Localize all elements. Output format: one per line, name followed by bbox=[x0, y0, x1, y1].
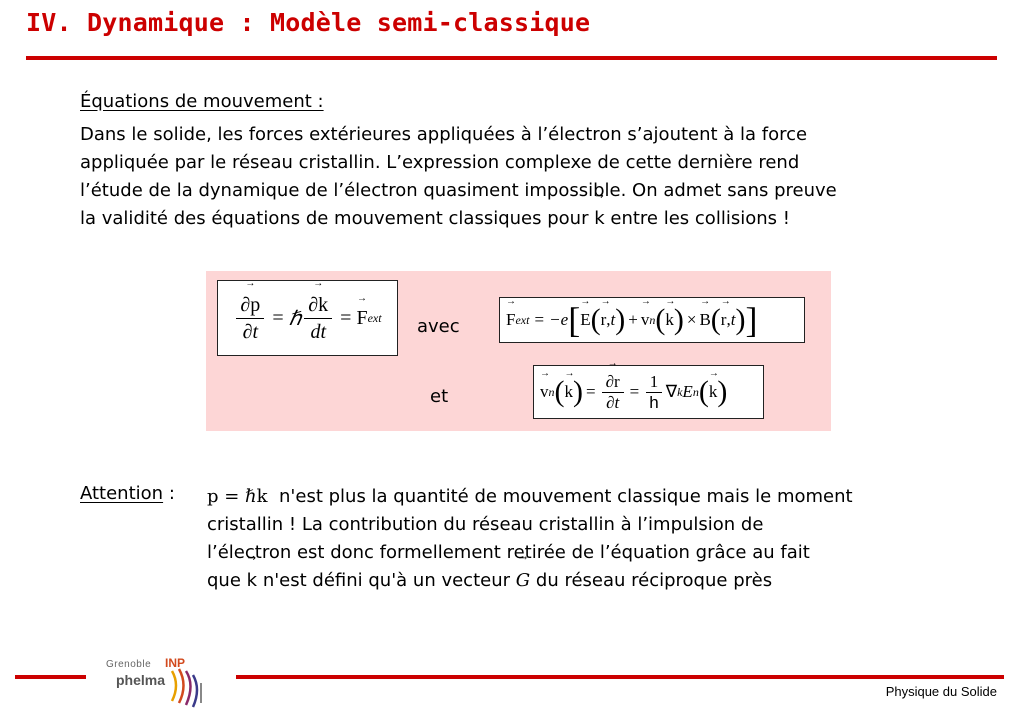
attention-line: cristallin ! La contribution du réseau cristallin à l’impulsion de bbox=[207, 514, 764, 535]
avec-label: avec bbox=[417, 316, 460, 337]
group-velocity-box: → v n ( → k ) = → $\frac{\partial r}{\partial t}$ = $\frac{1}{h}$ ∇ k E n ( → k ) bbox=[533, 365, 764, 419]
footer-rule-left bbox=[15, 675, 86, 679]
position-symbol: → r bbox=[601, 310, 607, 330]
footer-rule-right bbox=[236, 675, 1004, 679]
paragraph-line: appliquée par le réseau cristallin. L’expression complexe de cette dernière rend bbox=[80, 152, 800, 173]
title-underline bbox=[26, 56, 997, 60]
logo-arcs-icon bbox=[166, 667, 216, 717]
attention-colon: : bbox=[168, 483, 175, 504]
paragraph-text: entre les collisions ! bbox=[610, 208, 790, 229]
equation-of-motion-box: → $\frac{\partial p}{\partial t}$ = ℏ → $\frac{\partial k}{dt}$ = → F ext bbox=[217, 280, 398, 356]
time-symbol: t bbox=[730, 310, 736, 329]
attention-word: Attention bbox=[80, 483, 164, 504]
grenoble-inp-phelma-logo: Grenoble INP phelma bbox=[96, 655, 222, 705]
dt-symbol: ∂t bbox=[606, 392, 620, 412]
paragraph-line: l’étude de la dynamique de l’électron quasiment impossible. On admet sans preuve bbox=[80, 180, 837, 201]
external-force-box: → F ext = − e [ → E ( → r , t ) + → v n ( → k ) × → B ( → r , t ) ] bbox=[499, 297, 805, 343]
nabla-symbol: ∇ bbox=[665, 382, 678, 401]
velocity-symbol: → v bbox=[641, 310, 650, 330]
dk-symbol: → ∂k bbox=[308, 292, 328, 318]
energy-symbol: E bbox=[682, 382, 693, 401]
paragraph-line-last bbox=[80, 205, 980, 233]
page-title: IV. Dynamique : Modèle semi-classique bbox=[26, 8, 591, 37]
attention-line-first bbox=[207, 483, 987, 511]
attention-line-last bbox=[207, 567, 987, 595]
velocity-symbol: → v bbox=[540, 382, 549, 402]
h-symbol: h bbox=[649, 392, 659, 412]
dt-symbol: dt bbox=[310, 320, 326, 343]
dr-symbol: → ∂r bbox=[606, 372, 620, 392]
crystal-momentum-formula: p = ℏk bbox=[207, 486, 268, 507]
dp-symbol: → ∂p bbox=[240, 292, 260, 318]
energy-subscript: n bbox=[692, 384, 699, 399]
dp-dt-fraction bbox=[236, 292, 264, 345]
intro-paragraph bbox=[80, 121, 980, 233]
velocity-subscript: n bbox=[649, 312, 656, 327]
charge-symbol: e bbox=[560, 310, 569, 329]
force-symbol: → F bbox=[356, 307, 367, 330]
k-symbol: → k bbox=[665, 310, 674, 330]
force-symbol: → F bbox=[506, 310, 515, 330]
attention-paragraph bbox=[207, 483, 987, 595]
dr-dt-fraction bbox=[602, 372, 624, 413]
force-subscript: ext bbox=[367, 310, 382, 325]
attention-line: l’électron est donc formellement retirée de l’équation grâce au fait bbox=[207, 542, 810, 563]
one-symbol: 1 bbox=[646, 372, 663, 393]
inverse-h-fraction bbox=[645, 372, 662, 413]
time-symbol: t bbox=[610, 310, 616, 329]
section-subtitle: Équations de mouvement : bbox=[80, 91, 324, 112]
magnetic-field-symbol: → B bbox=[699, 310, 710, 330]
nabla-subscript: k bbox=[677, 384, 683, 399]
g-vector-symbol: → G bbox=[516, 567, 530, 595]
attention-text: que bbox=[207, 570, 241, 591]
attention-text: n'est plus la quantité de mouvement classique mais le moment bbox=[279, 486, 853, 507]
electric-field-symbol: → E bbox=[580, 310, 590, 330]
velocity-subscript: n bbox=[548, 384, 555, 399]
paragraph-line: Dans le solide, les forces extérieures appliquées à l’électron s’ajoutent à la force bbox=[80, 124, 808, 145]
dk-dt-fraction bbox=[304, 292, 332, 345]
dt-symbol: ∂t bbox=[242, 320, 259, 343]
footer-label: Physique du Solide bbox=[885, 684, 997, 699]
position-symbol: → r bbox=[721, 310, 727, 330]
paragraph-text: la validité des équations de mouvement classiques pour bbox=[80, 208, 589, 229]
attention-text: n'est défini qu'à un vecteur bbox=[262, 570, 511, 591]
k-vector-symbol: → k bbox=[594, 205, 604, 233]
k-symbol: → k bbox=[565, 382, 574, 402]
k-symbol: → k bbox=[709, 382, 718, 402]
et-label: et bbox=[430, 386, 449, 407]
hbar-symbol: ℏ bbox=[288, 307, 302, 330]
attention-label bbox=[80, 483, 175, 504]
force-subscript: ext bbox=[515, 312, 530, 327]
attention-text: du réseau réciproque près bbox=[535, 570, 773, 591]
k-vector-symbol: → k bbox=[247, 567, 257, 595]
